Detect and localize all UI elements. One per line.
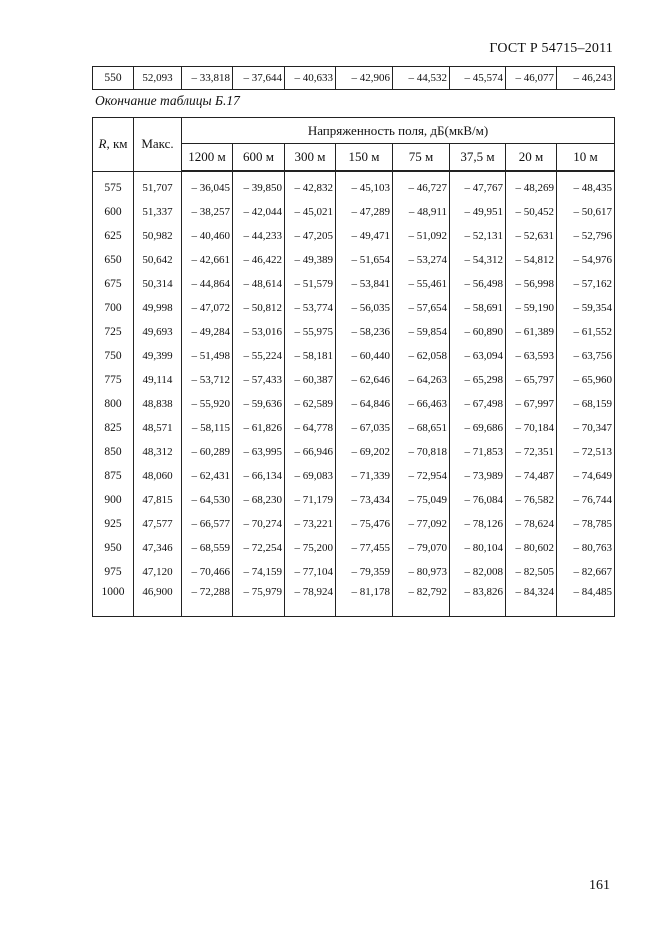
value-cell: – 50,617 xyxy=(557,200,615,224)
value-cell: – 75,049 xyxy=(393,488,450,512)
value-cell: – 45,103 xyxy=(336,171,393,200)
value-cell: – 76,744 xyxy=(557,488,615,512)
value-cell: – 56,498 xyxy=(450,272,506,296)
max-cell: 51,707 xyxy=(134,171,182,200)
value-cell: – 73,989 xyxy=(450,464,506,488)
column-group-header: Напряженность поля, дБ(мкВ/м) xyxy=(182,118,615,144)
value-cell: – 62,589 xyxy=(285,392,336,416)
value-cell: – 55,224 xyxy=(233,344,285,368)
value-cell: – 54,812 xyxy=(506,248,557,272)
value-cell: – 72,351 xyxy=(506,440,557,464)
max-cell: 50,642 xyxy=(134,248,182,272)
value-cell: – 59,354 xyxy=(557,296,615,320)
value-cell: – 55,920 xyxy=(182,392,233,416)
value-cell: – 52,631 xyxy=(506,224,557,248)
value-cell: – 80,763 xyxy=(557,536,615,560)
max-cell: 47,815 xyxy=(134,488,182,512)
max-cell: 49,998 xyxy=(134,296,182,320)
distance-cell: 825 xyxy=(93,416,134,440)
value-cell: – 53,841 xyxy=(336,272,393,296)
distance-cell: 550 xyxy=(93,67,134,90)
value-cell: – 56,998 xyxy=(506,272,557,296)
field-strength-table xyxy=(92,117,615,617)
value-cell: – 63,756 xyxy=(557,344,615,368)
value-cell: – 61,826 xyxy=(233,416,285,440)
value-cell: – 78,785 xyxy=(557,512,615,536)
value-cell: – 63,094 xyxy=(450,344,506,368)
value-cell: – 42,906 xyxy=(336,67,393,90)
value-cell: – 64,846 xyxy=(336,392,393,416)
value-cell: – 66,946 xyxy=(285,440,336,464)
value-cell: – 68,159 xyxy=(557,392,615,416)
value-cell: – 73,221 xyxy=(285,512,336,536)
max-cell: 47,120 xyxy=(134,560,182,584)
value-cell: – 65,797 xyxy=(506,368,557,392)
value-cell: – 53,712 xyxy=(182,368,233,392)
value-cell: – 50,812 xyxy=(233,296,285,320)
height-header: 20 м xyxy=(506,144,557,172)
value-cell: – 66,134 xyxy=(233,464,285,488)
value-cell: – 48,435 xyxy=(557,171,615,200)
value-cell: – 53,774 xyxy=(285,296,336,320)
value-cell: – 36,045 xyxy=(182,171,233,200)
table-row xyxy=(93,488,615,512)
value-cell: – 68,230 xyxy=(233,488,285,512)
value-cell: – 48,614 xyxy=(233,272,285,296)
value-cell: – 57,433 xyxy=(233,368,285,392)
value-cell: – 59,190 xyxy=(506,296,557,320)
value-cell: – 57,162 xyxy=(557,272,615,296)
value-cell: – 42,044 xyxy=(233,200,285,224)
value-cell: – 42,832 xyxy=(285,171,336,200)
value-cell: – 64,530 xyxy=(182,488,233,512)
value-cell: – 46,422 xyxy=(233,248,285,272)
value-cell: – 44,864 xyxy=(182,272,233,296)
value-cell: – 51,654 xyxy=(336,248,393,272)
value-cell: – 58,236 xyxy=(336,320,393,344)
value-cell: – 79,359 xyxy=(336,560,393,584)
distance-cell: 600 xyxy=(93,200,134,224)
value-cell: – 44,532 xyxy=(393,67,450,90)
table-row xyxy=(93,536,615,560)
value-cell: – 63,593 xyxy=(506,344,557,368)
value-cell: – 49,389 xyxy=(285,248,336,272)
distance-cell: 1000 xyxy=(93,584,134,617)
distance-cell: 950 xyxy=(93,536,134,560)
table-row xyxy=(93,584,615,617)
value-cell: – 40,460 xyxy=(182,224,233,248)
value-cell: – 61,552 xyxy=(557,320,615,344)
distance-cell: 725 xyxy=(93,320,134,344)
value-cell: – 58,691 xyxy=(450,296,506,320)
value-cell: – 47,072 xyxy=(182,296,233,320)
height-header: 600 м xyxy=(233,144,285,172)
max-cell: 49,114 xyxy=(134,368,182,392)
value-cell: – 82,505 xyxy=(506,560,557,584)
distance-cell: 875 xyxy=(93,464,134,488)
value-cell: – 55,975 xyxy=(285,320,336,344)
value-cell: – 82,667 xyxy=(557,560,615,584)
value-cell: – 74,649 xyxy=(557,464,615,488)
value-cell: – 60,387 xyxy=(285,368,336,392)
value-cell: – 66,577 xyxy=(182,512,233,536)
height-header: 300 м xyxy=(285,144,336,172)
value-cell: – 68,559 xyxy=(182,536,233,560)
value-cell: – 65,960 xyxy=(557,368,615,392)
distance-cell: 650 xyxy=(93,248,134,272)
height-header: 10 м xyxy=(557,144,615,172)
value-cell: – 67,035 xyxy=(336,416,393,440)
value-cell: – 54,312 xyxy=(450,248,506,272)
distance-cell: 700 xyxy=(93,296,134,320)
distance-cell: 800 xyxy=(93,392,134,416)
distance-cell: 675 xyxy=(93,272,134,296)
value-cell: – 49,951 xyxy=(450,200,506,224)
height-header: 37,5 м xyxy=(450,144,506,172)
value-cell: – 71,339 xyxy=(336,464,393,488)
value-cell: – 46,727 xyxy=(393,171,450,200)
value-cell: – 53,274 xyxy=(393,248,450,272)
value-cell: – 75,200 xyxy=(285,536,336,560)
value-cell: – 56,035 xyxy=(336,296,393,320)
max-cell: 48,060 xyxy=(134,464,182,488)
table-row xyxy=(93,272,615,296)
value-cell: – 60,289 xyxy=(182,440,233,464)
value-cell: – 77,104 xyxy=(285,560,336,584)
value-cell: – 50,452 xyxy=(506,200,557,224)
value-cell: – 44,233 xyxy=(233,224,285,248)
max-cell: 48,571 xyxy=(134,416,182,440)
value-cell: – 47,289 xyxy=(336,200,393,224)
value-cell: – 80,973 xyxy=(393,560,450,584)
document-id: ГОСТ Р 54715–2011 xyxy=(489,41,613,56)
distance-cell: 575 xyxy=(93,171,134,200)
value-cell: – 61,389 xyxy=(506,320,557,344)
value-cell: – 57,654 xyxy=(393,296,450,320)
value-cell: – 33,818 xyxy=(182,67,233,90)
max-cell: 47,346 xyxy=(134,536,182,560)
distance-cell: 900 xyxy=(93,488,134,512)
value-cell: – 69,083 xyxy=(285,464,336,488)
value-cell: – 48,911 xyxy=(393,200,450,224)
table-row xyxy=(93,560,615,584)
value-cell: – 82,008 xyxy=(450,560,506,584)
value-cell: – 78,126 xyxy=(450,512,506,536)
max-cell: 49,399 xyxy=(134,344,182,368)
value-cell: – 59,854 xyxy=(393,320,450,344)
value-cell: – 73,434 xyxy=(336,488,393,512)
table-row xyxy=(93,368,615,392)
value-cell: – 77,092 xyxy=(393,512,450,536)
value-cell: – 70,466 xyxy=(182,560,233,584)
distance-cell: 775 xyxy=(93,368,134,392)
value-cell: – 51,092 xyxy=(393,224,450,248)
table-caption: Окончание таблицы Б.17 xyxy=(95,93,240,108)
table-row xyxy=(93,344,615,368)
value-cell: – 40,633 xyxy=(285,67,336,90)
value-cell: – 37,644 xyxy=(233,67,285,90)
value-cell: – 52,131 xyxy=(450,224,506,248)
value-cell: – 82,792 xyxy=(393,584,450,617)
header-row xyxy=(93,118,615,144)
value-cell: – 74,487 xyxy=(506,464,557,488)
max-cell: 50,314 xyxy=(134,272,182,296)
table-row xyxy=(93,296,615,320)
max-cell: 51,337 xyxy=(134,200,182,224)
value-cell: – 79,070 xyxy=(393,536,450,560)
table-row xyxy=(93,248,615,272)
table-row xyxy=(93,200,615,224)
value-cell: – 75,476 xyxy=(336,512,393,536)
max-cell: 50,982 xyxy=(134,224,182,248)
value-cell: – 72,254 xyxy=(233,536,285,560)
table-row xyxy=(93,464,615,488)
value-cell: – 46,077 xyxy=(506,67,557,90)
value-cell: – 72,954 xyxy=(393,464,450,488)
height-header: 75 м xyxy=(393,144,450,172)
table-row xyxy=(93,67,615,90)
value-cell: – 49,284 xyxy=(182,320,233,344)
value-cell: – 68,651 xyxy=(393,416,450,440)
value-cell: – 69,202 xyxy=(336,440,393,464)
value-cell: – 62,646 xyxy=(336,368,393,392)
table-row xyxy=(93,512,615,536)
value-cell: – 45,574 xyxy=(450,67,506,90)
distance-unit: , км xyxy=(106,136,128,152)
value-cell: – 72,513 xyxy=(557,440,615,464)
table-row xyxy=(93,224,615,248)
value-cell: – 45,021 xyxy=(285,200,336,224)
value-cell: – 54,976 xyxy=(557,248,615,272)
value-cell: – 39,850 xyxy=(233,171,285,200)
value-cell: – 59,636 xyxy=(233,392,285,416)
value-cell: – 67,997 xyxy=(506,392,557,416)
value-cell: – 84,324 xyxy=(506,584,557,617)
value-cell: – 70,184 xyxy=(506,416,557,440)
value-cell: – 67,498 xyxy=(450,392,506,416)
value-cell: – 76,084 xyxy=(450,488,506,512)
column-header-max: Макс. xyxy=(134,118,182,172)
value-cell: – 78,624 xyxy=(506,512,557,536)
value-cell: – 69,686 xyxy=(450,416,506,440)
height-header: 150 м xyxy=(336,144,393,172)
table-row xyxy=(93,416,615,440)
value-cell: – 81,178 xyxy=(336,584,393,617)
value-cell: – 55,461 xyxy=(393,272,450,296)
value-cell: – 71,179 xyxy=(285,488,336,512)
distance-cell: 750 xyxy=(93,344,134,368)
page-number: 161 xyxy=(589,878,610,893)
value-cell: – 80,104 xyxy=(450,536,506,560)
value-cell: – 80,602 xyxy=(506,536,557,560)
value-cell: – 83,826 xyxy=(450,584,506,617)
value-cell: – 48,269 xyxy=(506,171,557,200)
value-cell: – 63,995 xyxy=(233,440,285,464)
value-cell: – 70,274 xyxy=(233,512,285,536)
value-cell: – 84,485 xyxy=(557,584,615,617)
max-cell: 49,693 xyxy=(134,320,182,344)
previous-table-last-row xyxy=(92,66,615,90)
max-cell: 52,093 xyxy=(134,67,182,90)
max-cell: 48,838 xyxy=(134,392,182,416)
value-cell: – 76,582 xyxy=(506,488,557,512)
value-cell: – 58,115 xyxy=(182,416,233,440)
value-cell: – 38,257 xyxy=(182,200,233,224)
value-cell: – 74,159 xyxy=(233,560,285,584)
distance-cell: 625 xyxy=(93,224,134,248)
value-cell: – 72,288 xyxy=(182,584,233,617)
table-row xyxy=(93,320,615,344)
table-row xyxy=(93,440,615,464)
distance-cell: 975 xyxy=(93,560,134,584)
value-cell: – 46,243 xyxy=(557,67,615,90)
table-body xyxy=(93,171,615,617)
max-cell: 47,577 xyxy=(134,512,182,536)
value-cell: – 65,298 xyxy=(450,368,506,392)
value-cell: – 71,853 xyxy=(450,440,506,464)
value-cell: – 51,579 xyxy=(285,272,336,296)
value-cell: – 51,498 xyxy=(182,344,233,368)
value-cell: – 42,661 xyxy=(182,248,233,272)
value-cell: – 49,471 xyxy=(336,224,393,248)
value-cell: – 52,796 xyxy=(557,224,615,248)
table-row xyxy=(93,171,615,200)
value-cell: – 62,058 xyxy=(393,344,450,368)
table-row xyxy=(93,392,615,416)
value-cell: – 47,767 xyxy=(450,171,506,200)
max-cell: 46,900 xyxy=(134,584,182,617)
height-header: 1200 м xyxy=(182,144,233,172)
value-cell: – 47,205 xyxy=(285,224,336,248)
distance-cell: 925 xyxy=(93,512,134,536)
value-cell: – 75,979 xyxy=(233,584,285,617)
distance-cell: 850 xyxy=(93,440,134,464)
value-cell: – 58,181 xyxy=(285,344,336,368)
value-cell: – 60,890 xyxy=(450,320,506,344)
column-header-distance: R, км xyxy=(93,118,134,172)
value-cell: – 78,924 xyxy=(285,584,336,617)
value-cell: – 66,463 xyxy=(393,392,450,416)
value-cell: – 64,263 xyxy=(393,368,450,392)
max-cell: 48,312 xyxy=(134,440,182,464)
value-cell: – 70,347 xyxy=(557,416,615,440)
value-cell: – 60,440 xyxy=(336,344,393,368)
value-cell: – 53,016 xyxy=(233,320,285,344)
value-cell: – 64,778 xyxy=(285,416,336,440)
value-cell: – 62,431 xyxy=(182,464,233,488)
value-cell: – 77,455 xyxy=(336,536,393,560)
value-cell: – 70,818 xyxy=(393,440,450,464)
